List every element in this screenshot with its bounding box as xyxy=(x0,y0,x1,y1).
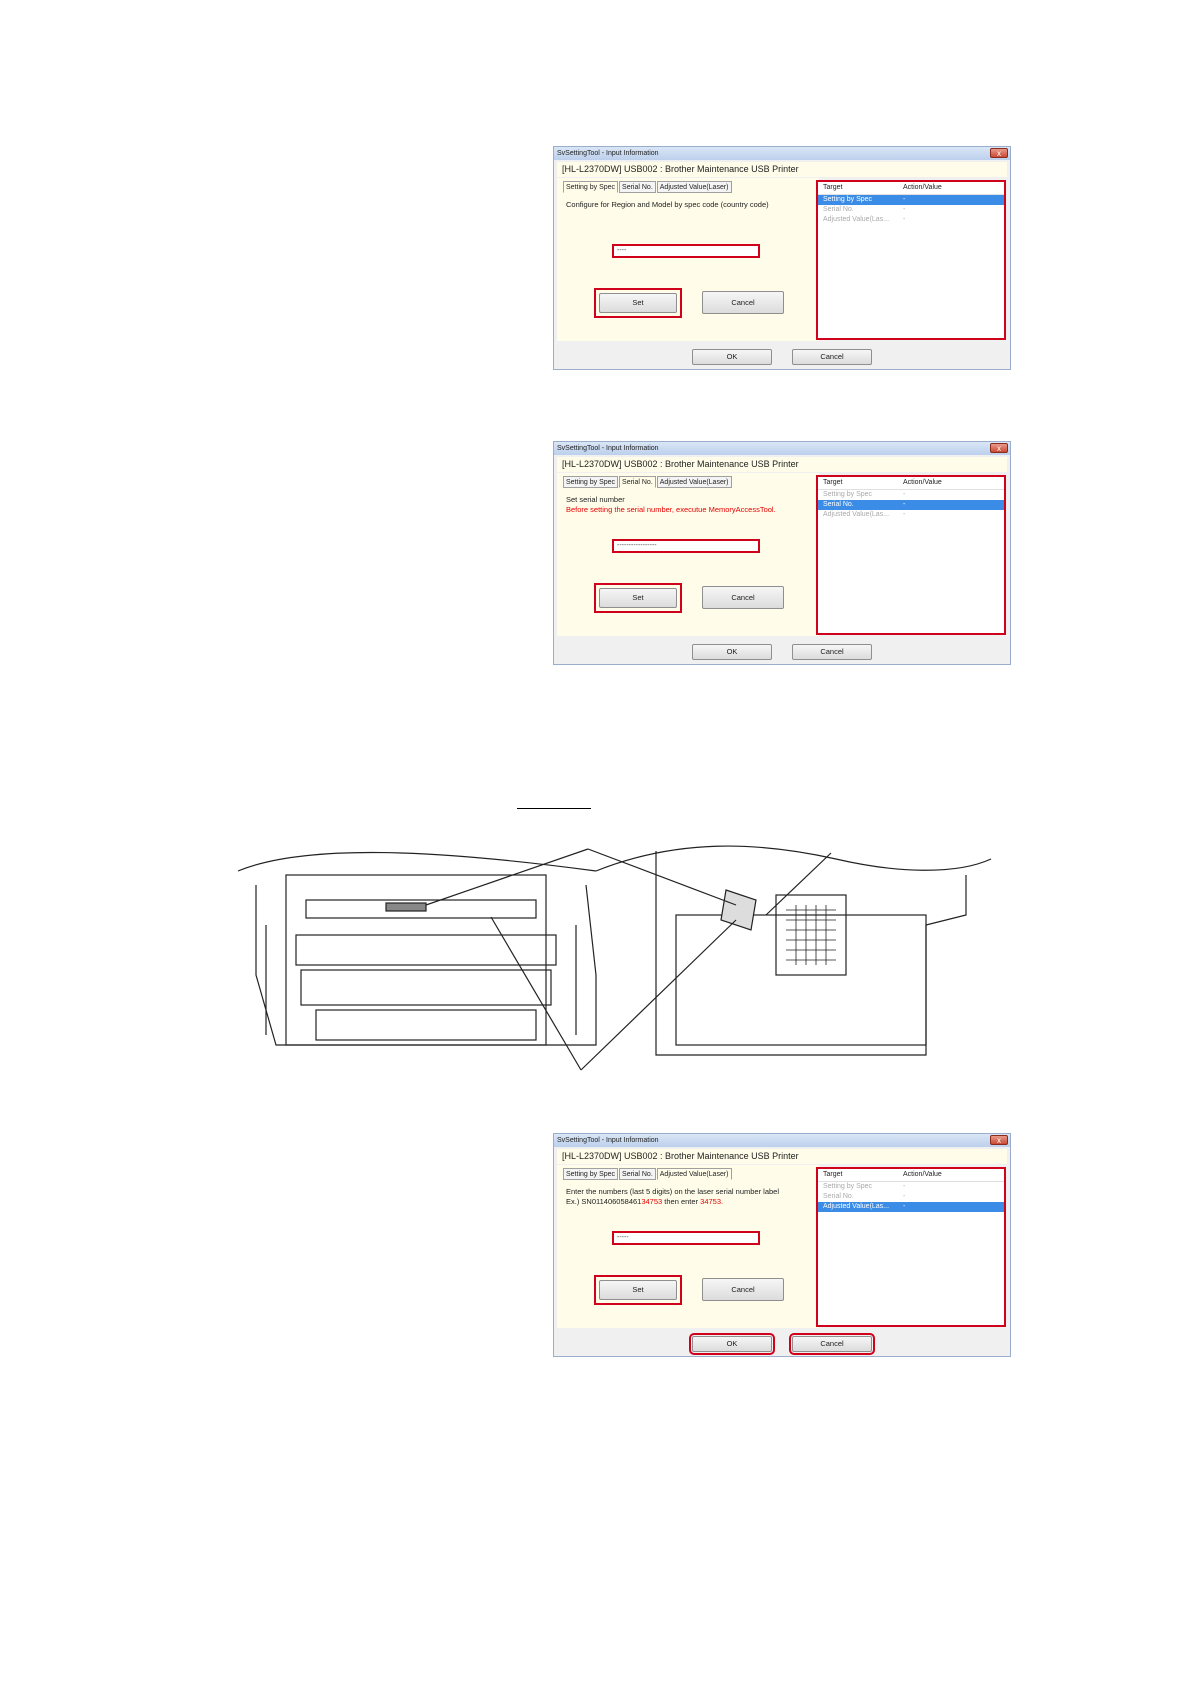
example-mid: then enter xyxy=(662,1197,701,1206)
warning-line: Before setting the serial number, executue MemoryAccessTool. xyxy=(566,505,776,514)
list-item[interactable] xyxy=(818,490,1004,500)
example-answer: 34753. xyxy=(700,1197,724,1206)
instruction-text xyxy=(566,1187,779,1207)
set-button-highlight xyxy=(594,1275,682,1305)
tab-strip xyxy=(563,1168,733,1180)
list-header xyxy=(818,477,1004,490)
action-column-header: Action/Value xyxy=(903,1171,942,1178)
list-item-target: Adjusted Value(Las... xyxy=(823,511,890,518)
list-item[interactable] xyxy=(818,205,1004,215)
list-item[interactable] xyxy=(818,1182,1004,1192)
tab-setting-by-spec[interactable]: Setting by Spec xyxy=(563,1168,618,1180)
ok-button[interactable]: OK xyxy=(692,1336,772,1352)
target-column-header: Target xyxy=(823,184,843,191)
tab-serial-no[interactable]: Serial No. xyxy=(619,1168,656,1180)
set-button[interactable]: Set xyxy=(599,588,677,608)
dialog-setting-by-spec xyxy=(553,146,1011,370)
tab-adjusted-value[interactable]: Adjusted Value(Laser) xyxy=(657,181,732,193)
list-header xyxy=(818,1169,1004,1182)
printer-header: [HL-L2370DW] USB002 : Brother Maintenance USB Printer xyxy=(557,162,1007,177)
instruction-line: Enter the numbers (last 5 digits) on the laser serial number label xyxy=(566,1187,780,1196)
tab-serial-no[interactable]: Serial No. xyxy=(619,181,656,193)
serial-number-input[interactable]: ----------------- xyxy=(612,539,760,553)
dialog-serial-no xyxy=(553,441,1011,665)
tab-strip xyxy=(563,476,733,488)
ok-button[interactable]: OK xyxy=(692,644,772,660)
target-column-header: Target xyxy=(823,1171,843,1178)
list-item-value: - xyxy=(903,216,906,223)
list-item[interactable] xyxy=(818,195,1004,205)
window-title: SvSettingTool - Input Information xyxy=(554,147,1010,160)
instruction-line: Set serial number xyxy=(566,495,625,504)
cancel-button[interactable]: Cancel xyxy=(792,1336,872,1352)
underline-mark xyxy=(517,808,591,809)
instruction-text xyxy=(566,495,776,515)
cancel-button[interactable]: Cancel xyxy=(792,349,872,365)
tab-serial-no[interactable]: Serial No. xyxy=(619,476,656,488)
action-column-header: Action/Value xyxy=(903,184,942,191)
close-button[interactable]: x xyxy=(990,443,1008,453)
list-item[interactable] xyxy=(818,510,1004,520)
list-item[interactable] xyxy=(818,500,1004,510)
spec-code-input[interactable]: ---- xyxy=(612,244,760,258)
list-item-target: Serial No. xyxy=(823,1193,854,1200)
list-item-target: Adjusted Value(Las... xyxy=(823,1203,890,1210)
example-line xyxy=(566,1197,779,1207)
dialog-adjusted-value xyxy=(553,1133,1011,1357)
list-item-value: - xyxy=(903,206,906,213)
printer-header: [HL-L2370DW] USB002 : Brother Maintenance USB Printer xyxy=(557,1149,1007,1164)
target-list xyxy=(816,475,1006,635)
list-item-target: Adjusted Value(Las... xyxy=(823,216,890,223)
list-item-target: Serial No. xyxy=(823,501,854,508)
list-item-target: Serial No. xyxy=(823,206,854,213)
tab-setting-by-spec[interactable]: Setting by Spec xyxy=(563,476,618,488)
printer-header: [HL-L2370DW] USB002 : Brother Maintenance USB Printer xyxy=(557,457,1007,472)
target-column-header: Target xyxy=(823,479,843,486)
ok-button[interactable]: OK xyxy=(692,349,772,365)
list-item-target: Setting by Spec xyxy=(823,1183,873,1190)
list-item-target: Setting by Spec xyxy=(823,196,873,203)
panel-cancel-button[interactable]: Cancel xyxy=(702,586,784,609)
cancel-button[interactable]: Cancel xyxy=(792,644,872,660)
list-header xyxy=(818,182,1004,195)
list-item[interactable] xyxy=(818,1192,1004,1202)
tab-adjusted-value[interactable]: Adjusted Value(Laser) xyxy=(657,1168,732,1180)
laser-value-input[interactable]: ----- xyxy=(612,1231,760,1245)
list-item-value: - xyxy=(903,1193,906,1200)
panel-cancel-button[interactable]: Cancel xyxy=(702,291,784,314)
panel-cancel-button[interactable]: Cancel xyxy=(702,1278,784,1301)
example-prefix: Ex.) SN011406058461 xyxy=(566,1197,642,1206)
tab-panel xyxy=(557,1165,819,1328)
tab-adjusted-value[interactable]: Adjusted Value(Laser) xyxy=(657,476,732,488)
instruction-text: Configure for Region and Model by spec code (country code) xyxy=(566,200,769,209)
window-title: SvSettingTool - Input Information xyxy=(554,442,1010,455)
list-item[interactable] xyxy=(818,215,1004,225)
list-item-value: - xyxy=(903,1183,906,1190)
list-item-target: Setting by Spec xyxy=(823,491,873,498)
tab-strip xyxy=(563,181,733,193)
example-digits: 34753 xyxy=(641,1197,663,1206)
close-button[interactable]: x xyxy=(990,1135,1008,1145)
list-item[interactable] xyxy=(818,1202,1004,1212)
printer-illustration xyxy=(236,845,996,1075)
list-item-value: - xyxy=(903,511,906,518)
target-list xyxy=(816,180,1006,340)
set-button[interactable]: Set xyxy=(599,1280,677,1300)
tab-panel xyxy=(557,178,819,341)
close-button[interactable]: x xyxy=(990,148,1008,158)
tab-setting-by-spec[interactable]: Setting by Spec xyxy=(563,181,618,193)
list-item-value: - xyxy=(903,501,906,508)
target-list xyxy=(816,1167,1006,1327)
list-item-value: - xyxy=(903,196,906,203)
set-button[interactable]: Set xyxy=(599,293,677,313)
list-item-value: - xyxy=(903,1203,906,1210)
set-button-highlight xyxy=(594,288,682,318)
set-button-highlight xyxy=(594,583,682,613)
list-item-value: - xyxy=(903,491,906,498)
tab-panel xyxy=(557,473,819,636)
window-title: SvSettingTool - Input Information xyxy=(554,1134,1010,1147)
action-column-header: Action/Value xyxy=(903,479,942,486)
